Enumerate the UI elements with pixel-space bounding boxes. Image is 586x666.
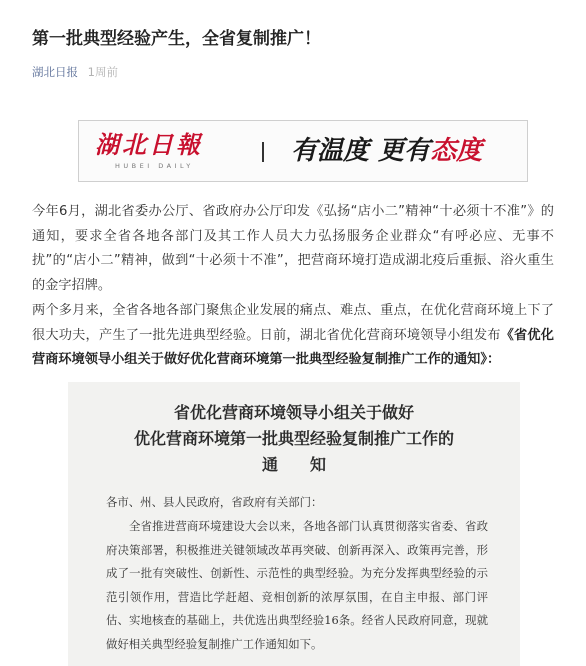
article-meta xyxy=(32,64,118,80)
body-paragraph-2 xyxy=(32,299,554,373)
account-name-link[interactable]: 湖北日报 xyxy=(32,65,78,79)
hubei-daily-logo-en: HUBEI DAILY xyxy=(115,162,194,170)
body-paragraph-1: 今年6月，湖北省委办公厅、省政府办公厅印发《弘扬“店小二”精神“十必须十不准”》的通知，要求全省各地各部门及其工作人员大力弘扬服务企业群众“有呼必应、无事不扰”的“店小二”精神，做到“十必须十不准”，把营商环境打造成湖北疫后重振、浴火重生的金字招牌。 xyxy=(32,204,554,293)
article-title: 第一批典型经验产生，全省复制推广！ xyxy=(32,29,321,49)
doc-salutation: 各市、州、县人民政府，省政府有关部门： xyxy=(106,495,323,509)
banner-divider xyxy=(262,142,264,162)
publish-time: 1周前 xyxy=(87,65,118,79)
masthead-banner-image xyxy=(78,120,528,182)
body-paragraph-2-text: 两个多月来，全省各地各部门聚焦企业发展的痛点、难点、重点，在优化营商环境上下了很大功夫，产生了一批先进典型经验。日前，湖北省优化营商环境领导小组发布 xyxy=(32,303,554,343)
notice-title-emphasis: 《省优化营商环境领导小组关于做好优化营商环境第一批典型经验复制推广工作的通知》： xyxy=(32,327,554,367)
banner-slogan-highlight: 态度 xyxy=(430,136,483,166)
banner-slogan-main: 有温度 更有 xyxy=(291,136,431,166)
notice-document-image[interactable] xyxy=(68,382,520,666)
banner-slogan xyxy=(291,131,482,171)
doc-paragraph: 全省推进营商环境建设大会以来，各地各部门认真贯彻落实省委、省政府决策部署，积极推进关键领域改革再突破、创新再深入、政策再完善，形成了一批有突破性、创新性、示范性的典型经验。为充分发挥典型经验的示范引领作用，营造比学赶超、竞相创新的浓厚氛围，在自主申报、部门评估、实地核查的基础上，共优选出典型经验16条。经省人民政府同意，现就做好相关典型经验复制推广工作通知如下。 xyxy=(106,519,488,651)
doc-title-line-3: 通知 xyxy=(261,455,358,474)
doc-title-line-2: 优化营商环境第一批典型经验复制推广工作的 xyxy=(133,429,454,448)
hubei-daily-logo: 湖北日報 xyxy=(95,130,203,159)
doc-title-line-1: 省优化营商环境领导小组关于做好 xyxy=(173,403,414,422)
